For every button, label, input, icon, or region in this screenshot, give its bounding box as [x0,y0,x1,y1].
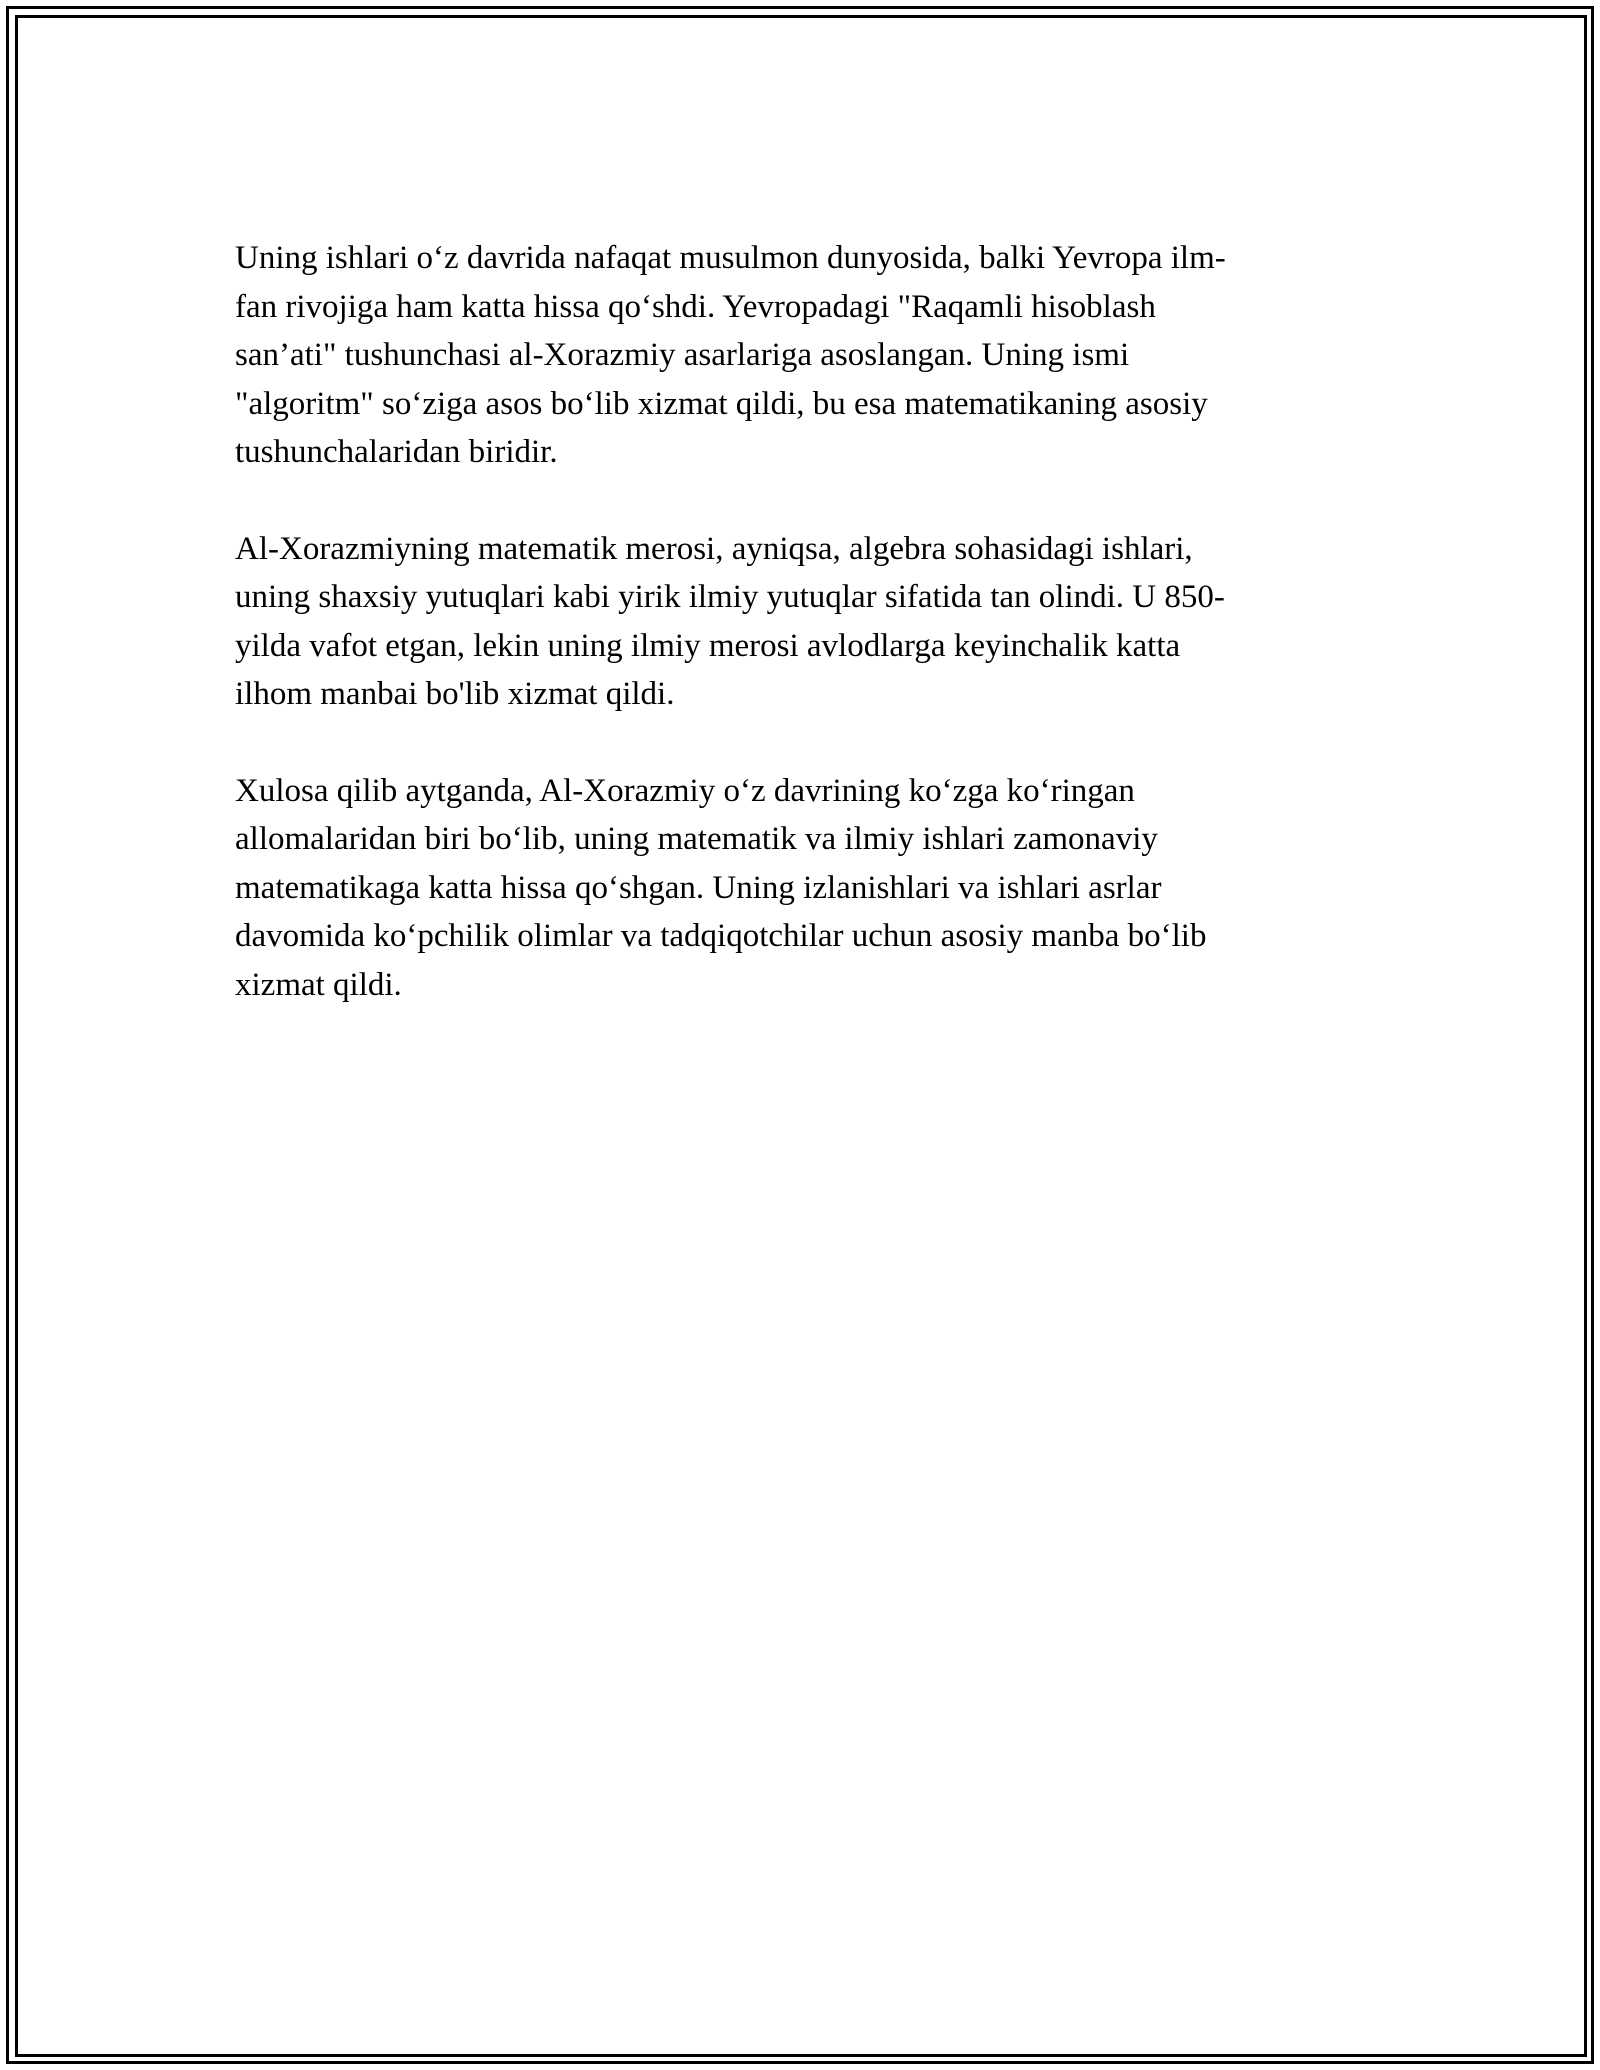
text-line: fan rivojiga ham katta hissa qo‘shdi. Yevropadagi "Raqamli hisoblash [235,288,1156,325]
text-line: tushunchalaridan biridir. [235,434,558,470]
text-line: Al-Xorazmiyning matematik merosi, ayniqsa, algebra sohasidagi ishlari, [235,530,1193,567]
text-line: davomida ko‘pchilik olimlar va tadqiqotchilar uchun asosiy manba bo‘lib [235,918,1207,954]
paragraph-2 [235,525,1365,719]
paragraph-3 [235,767,1365,1010]
text-line: san’ati" tushunchasi al-Xorazmiy asarlariga asoslangan. Uning ismi [235,337,1130,373]
text-line: xizmat qildi. [235,966,402,1003]
text-line: Uning ishlari o‘z davrida nafaqat musulmon dunyosida, balki Yevropa ilm- [235,240,1226,276]
text-line: uning shaxsiy yutuqlari kabi yirik ilmiy yutuqlar sifatida tan olindi. U 850- [235,579,1225,615]
text-line: yilda vafot etgan, lekin uning ilmiy merosi avlodlarga keyinchalik katta [235,627,1181,664]
text-line: Xulosa qilib aytganda, Al-Xorazmiy o‘z davrining ko‘zga ko‘ringan [235,772,1135,809]
document-body [235,234,1365,1057]
text-line: "algoritm" so‘ziga asos bo‘lib xizmat qildi, bu esa matematikaning asosiy [235,385,1208,422]
text-line: ilhom manbai bo'lib xizmat qildi. [235,676,675,712]
text-line: matematikaga katta hissa qo‘shgan. Uning izlanishlari va ishlari asrlar [235,869,1162,906]
paragraph-1 [235,234,1365,477]
text-line: allomalaridan biri bo‘lib, uning matematik va ilmiy ishlari zamonaviy [235,821,1158,857]
